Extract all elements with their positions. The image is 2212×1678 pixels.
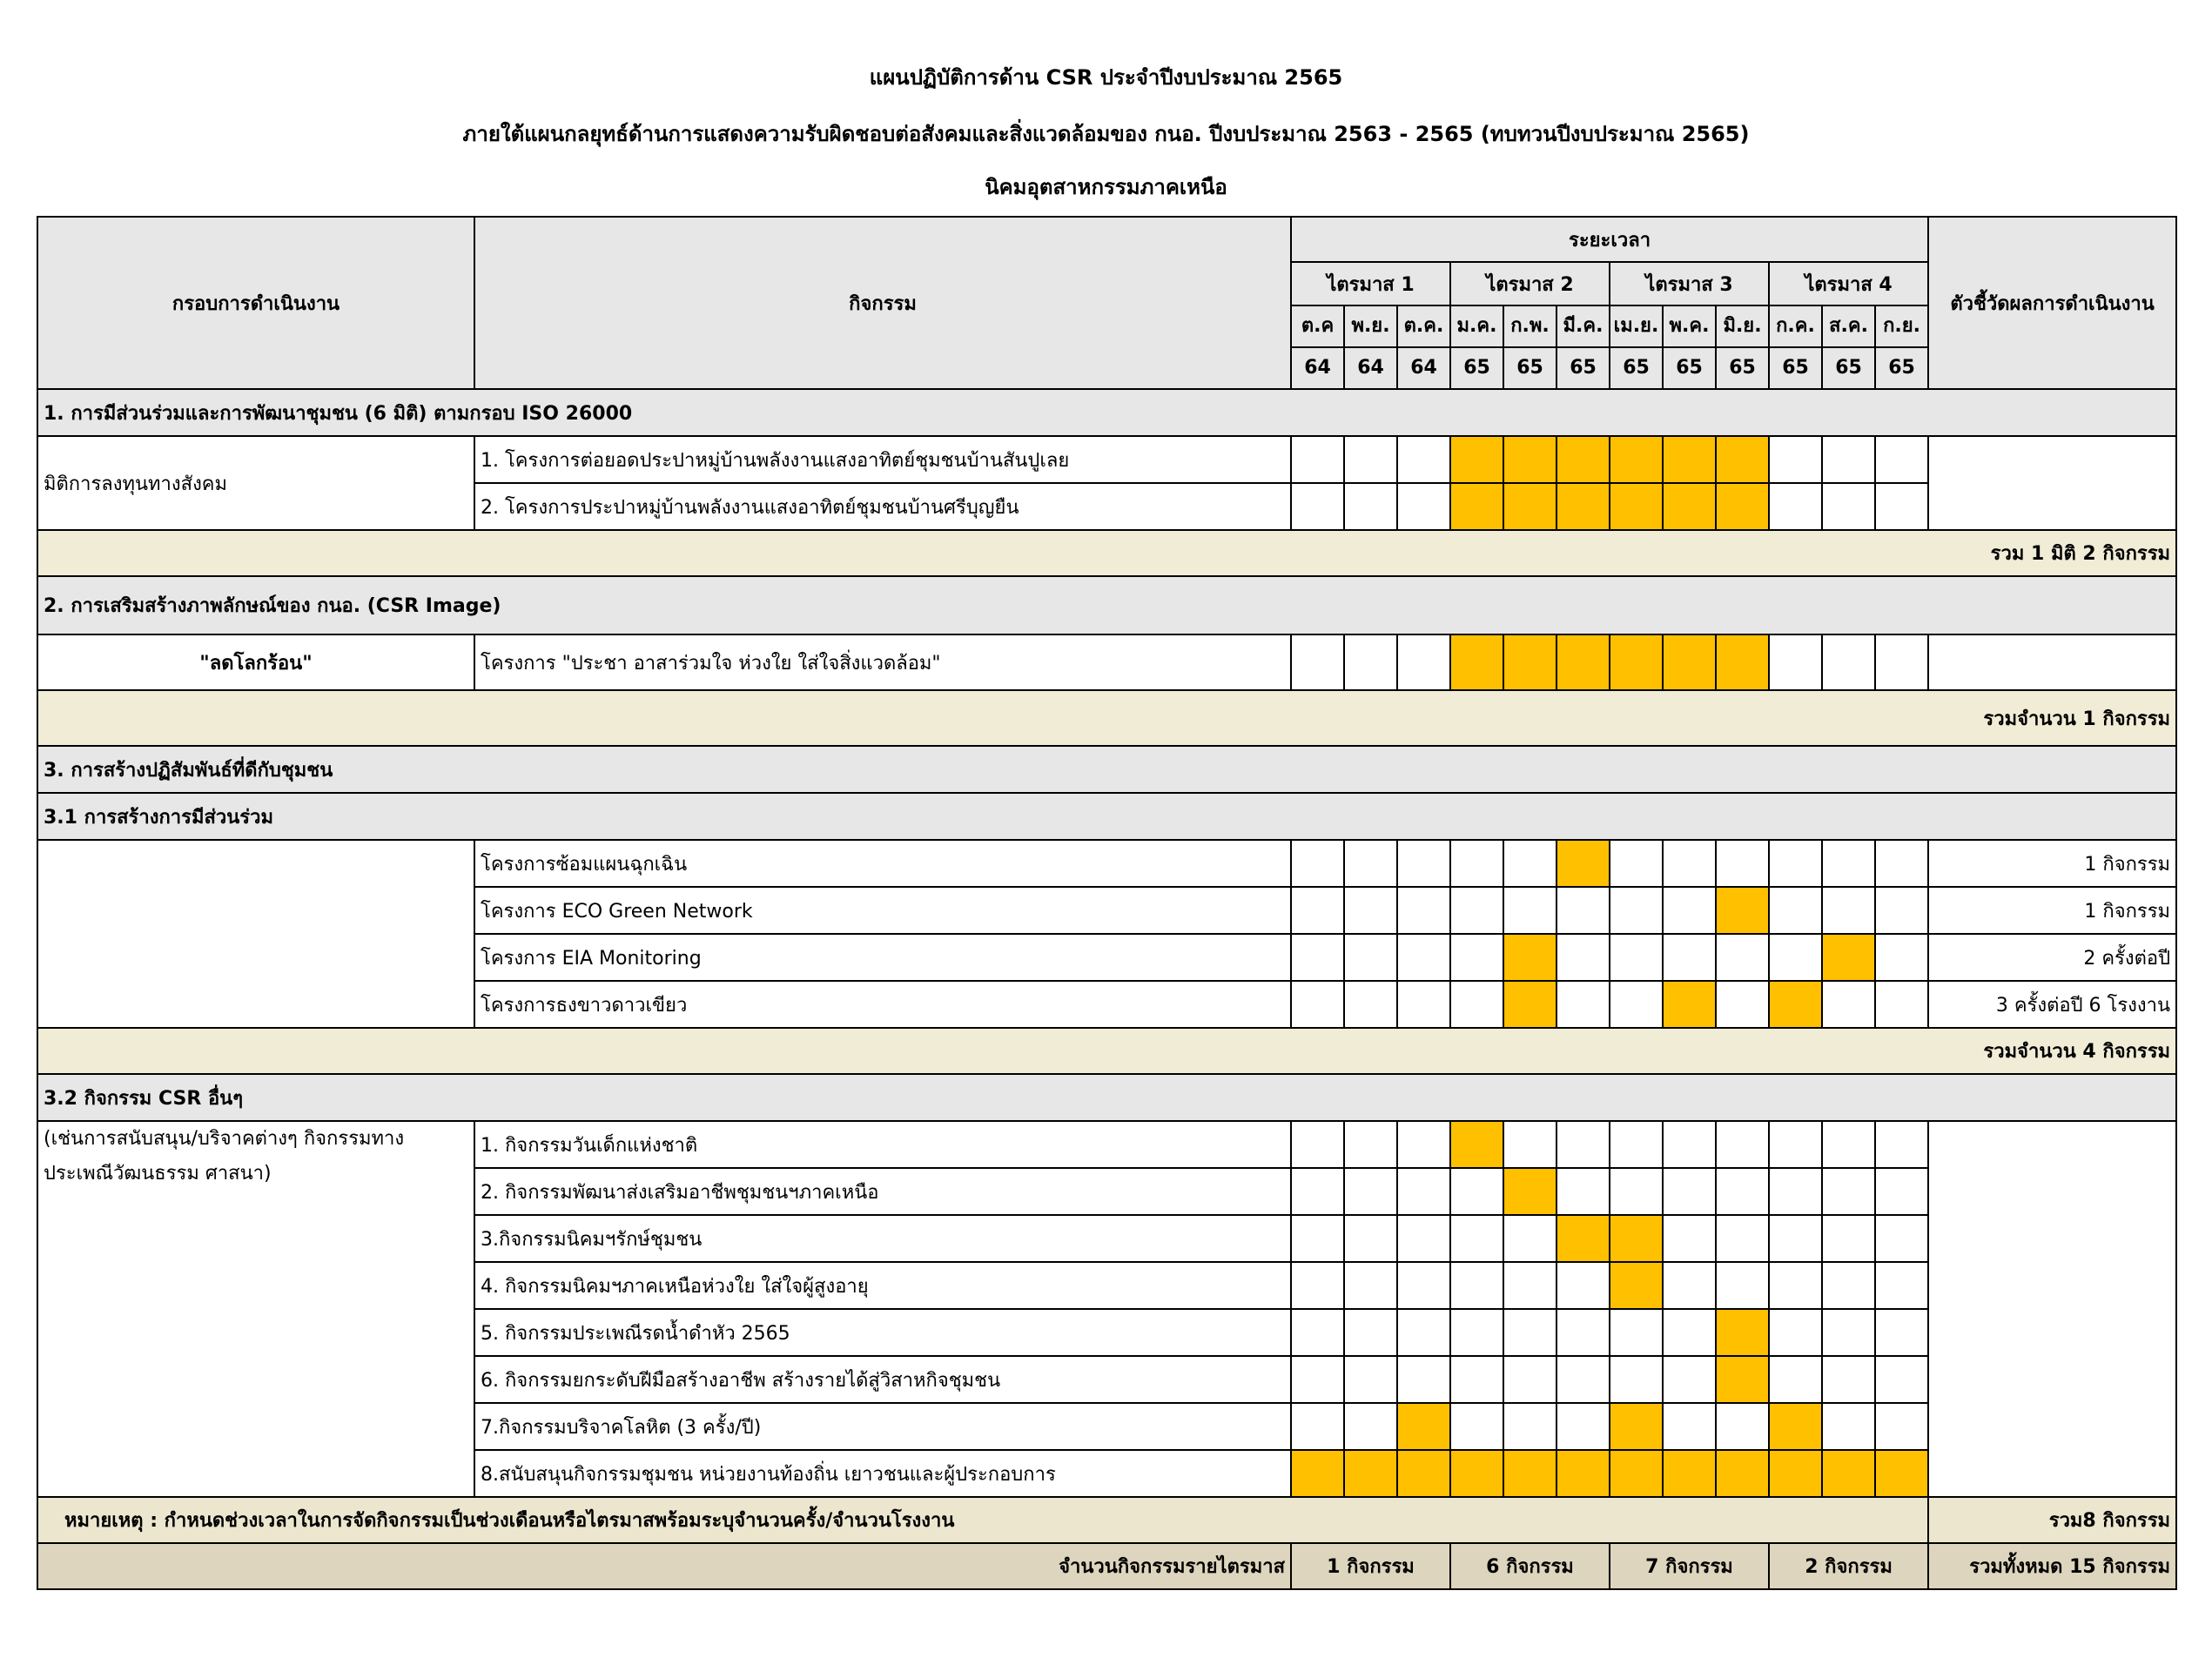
timeline-cell-active [1769, 981, 1822, 1028]
timeline-cell [1663, 1356, 1716, 1403]
timeline-cell-active [1556, 1450, 1610, 1497]
framework-cell: (เช่นการสนับสนุน/บริจาคต่างๆ กิจกรรมทาง ประเพณีวัฒนธรรม ศาสนา) [37, 1121, 474, 1497]
timeline-cell [1716, 1215, 1769, 1262]
timeline-cell [1291, 981, 1344, 1028]
timeline-cell [1875, 981, 1928, 1028]
timeline-cell [1291, 634, 1344, 690]
timeline-cell [1397, 1356, 1450, 1403]
activity-cell: โครงการ "ประชา อาสาร่วมใจ ห่วงใย ใส่ใจสิ่งแวดล้อม" [474, 634, 1291, 690]
timeline-cell [1450, 934, 1503, 981]
timeline-cell [1663, 1403, 1716, 1450]
timeline-cell [1291, 1215, 1344, 1262]
timeline-cell [1875, 1309, 1928, 1356]
timeline-cell-active [1450, 436, 1503, 483]
header-month: มิ.ย. [1716, 305, 1769, 347]
timeline-cell [1716, 981, 1769, 1028]
timeline-cell-active [1716, 1450, 1769, 1497]
timeline-cell [1503, 1309, 1556, 1356]
timeline-cell-active [1716, 634, 1769, 690]
timeline-cell-active [1663, 436, 1716, 483]
timeline-cell [1556, 887, 1610, 934]
timeline-cell [1822, 1262, 1875, 1309]
timeline-cell [1610, 1356, 1663, 1403]
activity-cell: 4. กิจกรรมนิคมฯภาคเหนือห่วงใย ใส่ใจผู้สูงอายุ [474, 1262, 1291, 1309]
timeline-cell [1716, 934, 1769, 981]
timeline-cell [1291, 1309, 1344, 1356]
timeline-cell-active [1716, 1356, 1769, 1403]
timeline-cell [1344, 483, 1397, 530]
framework-cell: "ลดโลกร้อน" [37, 634, 474, 690]
header-year: 65 [1663, 347, 1716, 389]
timeline-cell [1344, 887, 1397, 934]
timeline-cell [1610, 934, 1663, 981]
timeline-cell [1822, 436, 1875, 483]
document-title: แผนปฏิบัติการด้าน CSR ประจำปีงบประมาณ 2565 [869, 65, 1343, 90]
timeline-cell [1291, 1121, 1344, 1168]
timeline-cell-active [1556, 634, 1610, 690]
timeline-cell [1663, 934, 1716, 981]
section-1-heading: 1. การมีส่วนร่วมและการพัฒนาชุมชน (6 มิติ) ตามกรอบ ISO 26000 [37, 389, 2176, 436]
header-month: ส.ค. [1822, 305, 1875, 347]
header-month: ก.พ. [1503, 305, 1556, 347]
timeline-cell [1556, 1262, 1610, 1309]
header-year: 65 [1503, 347, 1556, 389]
timeline-cell [1397, 1215, 1450, 1262]
timeline-cell [1344, 840, 1397, 887]
timeline-cell [1503, 840, 1556, 887]
timeline-cell [1344, 1168, 1397, 1215]
timeline-cell-active [1503, 483, 1556, 530]
timeline-cell [1663, 1262, 1716, 1309]
section-3-2-heading: 3.2 กิจกรรม CSR อื่นๆ [37, 1074, 2176, 1121]
timeline-cell [1397, 1121, 1450, 1168]
timeline-cell [1450, 1215, 1503, 1262]
timeline-cell [1769, 1121, 1822, 1168]
timeline-cell-active [1610, 1215, 1663, 1262]
header-framework: กรอบการดำเนินงาน [37, 217, 474, 389]
timeline-cell [1344, 1403, 1397, 1450]
timeline-cell-active [1503, 1450, 1556, 1497]
timeline-cell [1822, 1309, 1875, 1356]
timeline-cell [1610, 1121, 1663, 1168]
timeline-cell [1663, 887, 1716, 934]
timeline-cell [1822, 1215, 1875, 1262]
timeline-cell [1344, 1121, 1397, 1168]
timeline-cell-active [1397, 1450, 1450, 1497]
header-year: 64 [1344, 347, 1397, 389]
activity-cell: โครงการธงขาวดาวเขียว [474, 981, 1291, 1028]
timeline-cell-active [1556, 483, 1610, 530]
timeline-cell [1503, 1121, 1556, 1168]
csr-plan-table [37, 216, 2177, 1590]
quarter-count-label: จำนวนกิจกรรมรายไตรมาส [37, 1543, 1291, 1589]
timeline-cell [1450, 1403, 1503, 1450]
timeline-cell [1610, 1309, 1663, 1356]
timeline-cell-active [1556, 840, 1610, 887]
timeline-cell [1716, 1168, 1769, 1215]
section-3-1-total: รวมจำนวน 4 กิจกรรม [37, 1028, 2176, 1074]
section-3-2-total: รวม8 กิจกรรม [1928, 1497, 2176, 1543]
timeline-cell [1875, 483, 1928, 530]
timeline-cell [1503, 887, 1556, 934]
header-month: ต.ค [1291, 305, 1344, 347]
timeline-cell-active [1503, 981, 1556, 1028]
timeline-cell [1875, 1121, 1928, 1168]
indicator-cell: 1 กิจกรรม [1928, 840, 2176, 887]
header-month: ม.ค. [1450, 305, 1503, 347]
timeline-cell [1556, 1309, 1610, 1356]
activity-cell: 8.สนับสนุนกิจกรรมชุมชน หน่วยงานท้องถิ่น เยาวชนและผู้ประกอบการ [474, 1450, 1291, 1497]
timeline-cell [1450, 840, 1503, 887]
timeline-cell [1291, 1262, 1344, 1309]
header-month: มี.ค. [1556, 305, 1610, 347]
header-quarter-2: ไตรมาส 2 [1450, 262, 1610, 305]
timeline-cell [1503, 1215, 1556, 1262]
header-activity: กิจกรรม [474, 217, 1291, 389]
timeline-cell [1344, 1356, 1397, 1403]
timeline-cell [1503, 1403, 1556, 1450]
timeline-cell-active [1503, 934, 1556, 981]
timeline-cell [1716, 1262, 1769, 1309]
header-month: พ.ค. [1663, 305, 1716, 347]
timeline-cell [1610, 1168, 1663, 1215]
timeline-cell [1397, 1262, 1450, 1309]
timeline-cell [1822, 1356, 1875, 1403]
header-year: 65 [1450, 347, 1503, 389]
indicator-cell: 2 ครั้งต่อปี [1928, 934, 2176, 981]
timeline-cell [1716, 1403, 1769, 1450]
timeline-cell [1769, 436, 1822, 483]
timeline-cell-active [1450, 634, 1503, 690]
timeline-cell [1822, 840, 1875, 887]
header-year: 65 [1610, 347, 1663, 389]
timeline-cell [1397, 1168, 1450, 1215]
organization-name: นิคมอุตสาหกรรมภาคเหนือ [985, 175, 1227, 199]
timeline-cell [1397, 840, 1450, 887]
timeline-cell [1450, 1356, 1503, 1403]
timeline-cell-active [1716, 1309, 1769, 1356]
timeline-cell-active [1822, 934, 1875, 981]
timeline-cell-active [1503, 436, 1556, 483]
timeline-cell [1875, 1168, 1928, 1215]
timeline-cell [1291, 1403, 1344, 1450]
section-1-total: รวม 1 มิติ 2 กิจกรรม [37, 530, 2176, 576]
timeline-cell [1769, 1262, 1822, 1309]
timeline-cell [1397, 934, 1450, 981]
section-2-heading: 2. การเสริมสร้างภาพลักษณ์ของ กนอ. (CSR Image) [37, 576, 2176, 634]
timeline-cell [1822, 1121, 1875, 1168]
timeline-cell [1610, 887, 1663, 934]
activity-cell: 3.กิจกรรมนิคมฯรักษ์ชุมชน [474, 1215, 1291, 1262]
timeline-cell-active [1450, 1450, 1503, 1497]
quarter-1-count: 1 กิจกรรม [1291, 1543, 1450, 1589]
timeline-cell [1344, 1215, 1397, 1262]
header-quarter-4: ไตรมาส 4 [1769, 262, 1928, 305]
timeline-cell [1450, 1262, 1503, 1309]
timeline-cell [1875, 1356, 1928, 1403]
indicator-cell: 3 ครั้งต่อปี 6 โรงงาน [1928, 981, 2176, 1028]
activity-cell: 5. กิจกรรมประเพณีรดน้ำดำหัว 2565 [474, 1309, 1291, 1356]
timeline-cell [1450, 1168, 1503, 1215]
timeline-cell-active [1716, 436, 1769, 483]
timeline-cell [1503, 1356, 1556, 1403]
timeline-cell-active [1344, 1450, 1397, 1497]
header-year: 65 [1875, 347, 1928, 389]
timeline-cell [1769, 1168, 1822, 1215]
header-month: ก.ย. [1875, 305, 1928, 347]
section-3-1-heading: 3.1 การสร้างการมีส่วนร่วม [37, 793, 2176, 840]
header-quarter-1: ไตรมาส 1 [1291, 262, 1450, 305]
timeline-cell [1875, 934, 1928, 981]
timeline-cell [1344, 634, 1397, 690]
activity-cell: โครงการ EIA Monitoring [474, 934, 1291, 981]
activity-cell: 6. กิจกรรมยกระดับฝีมือสร้างอาชีพ สร้างรายได้สู่วิสาหกิจชุมชน [474, 1356, 1291, 1403]
timeline-cell-active [1556, 1215, 1610, 1262]
header-year: 65 [1716, 347, 1769, 389]
timeline-cell [1291, 887, 1344, 934]
header-year: 65 [1556, 347, 1610, 389]
document-subtitle: ภายใต้แผนกลยุทธ์ด้านการแสดงความรับผิดชอบต่อสังคมและสิ่งแวดล้อมของ กนอ. ปีงบประมาณ 2563 - 2565 (ทบทวนปีงบประมาณ 2565) [462, 122, 1750, 146]
header-quarter-3: ไตรมาส 3 [1610, 262, 1769, 305]
timeline-cell [1610, 840, 1663, 887]
timeline-cell [1663, 1215, 1716, 1262]
timeline-cell-active [1610, 436, 1663, 483]
timeline-cell [1822, 634, 1875, 690]
timeline-cell-active [1291, 1450, 1344, 1497]
timeline-cell [1450, 887, 1503, 934]
timeline-cell-active [1610, 1403, 1663, 1450]
indicator-cell [1928, 436, 2176, 530]
header-month: พ.ย. [1344, 305, 1397, 347]
timeline-cell [1397, 887, 1450, 934]
timeline-cell [1556, 1356, 1610, 1403]
timeline-cell-active [1822, 1450, 1875, 1497]
activity-cell: 1. กิจกรรมวันเด็กแห่งชาติ [474, 1121, 1291, 1168]
timeline-cell [1769, 1356, 1822, 1403]
timeline-cell [1875, 887, 1928, 934]
timeline-cell [1663, 1121, 1716, 1168]
timeline-cell [1397, 1309, 1450, 1356]
timeline-cell-active [1503, 634, 1556, 690]
timeline-cell-active [1875, 1450, 1928, 1497]
timeline-cell [1291, 840, 1344, 887]
timeline-cell [1769, 1309, 1822, 1356]
timeline-cell-active [1716, 483, 1769, 530]
header-month: ต.ค. [1397, 305, 1450, 347]
activity-cell: 2. กิจกรรมพัฒนาส่งเสริมอาชีพชุมชนฯภาคเหนือ [474, 1168, 1291, 1215]
timeline-cell [1344, 981, 1397, 1028]
timeline-cell [1291, 934, 1344, 981]
timeline-cell-active [1663, 634, 1716, 690]
timeline-cell [1822, 1168, 1875, 1215]
timeline-cell [1875, 1215, 1928, 1262]
timeline-cell [1769, 483, 1822, 530]
timeline-cell [1822, 981, 1875, 1028]
timeline-cell [1663, 1168, 1716, 1215]
activity-cell: 2. โครงการประปาหมู่บ้านพลังงานแสงอาทิตย์ชุมชนบ้านศรีบุญยืน [474, 483, 1291, 530]
quarter-3-count: 7 กิจกรรม [1610, 1543, 1769, 1589]
timeline-cell-active [1769, 1450, 1822, 1497]
timeline-cell [1291, 483, 1344, 530]
timeline-cell-active [1610, 483, 1663, 530]
quarter-4-count: 2 กิจกรรม [1769, 1543, 1928, 1589]
timeline-cell [1822, 1403, 1875, 1450]
timeline-cell-active [1769, 1403, 1822, 1450]
header-year: 65 [1822, 347, 1875, 389]
timeline-cell-active [1663, 483, 1716, 530]
timeline-cell-active [1503, 1168, 1556, 1215]
timeline-cell [1556, 1168, 1610, 1215]
timeline-cell-active [1397, 1403, 1450, 1450]
timeline-cell [1875, 436, 1928, 483]
section-3-heading: 3. การสร้างปฏิสัมพันธ์ที่ดีกับชุมชน [37, 746, 2176, 793]
header-year: 64 [1291, 347, 1344, 389]
timeline-cell-active [1663, 981, 1716, 1028]
timeline-cell [1716, 840, 1769, 887]
timeline-cell [1769, 634, 1822, 690]
timeline-cell [1875, 1262, 1928, 1309]
section-2-total: รวมจำนวน 1 กิจกรรม [37, 690, 2176, 746]
timeline-cell [1556, 1121, 1610, 1168]
timeline-cell [1610, 981, 1663, 1028]
timeline-cell [1875, 840, 1928, 887]
indicator-cell: 1 กิจกรรม [1928, 887, 2176, 934]
timeline-cell-active [1716, 887, 1769, 934]
timeline-cell [1822, 887, 1875, 934]
activity-cell: 1. โครงการต่อยอดประปาหมู่บ้านพลังงานแสงอาทิตย์ชุมชนบ้านสันปูเลย [474, 436, 1291, 483]
timeline-cell [1450, 981, 1503, 1028]
timeline-cell [1716, 1121, 1769, 1168]
activity-cell: โครงการซ้อมแผนฉุกเฉิน [474, 840, 1291, 887]
timeline-cell [1769, 1215, 1822, 1262]
quarter-2-count: 6 กิจกรรม [1450, 1543, 1610, 1589]
timeline-cell [1663, 840, 1716, 887]
header-year: 64 [1397, 347, 1450, 389]
timeline-cell [1875, 634, 1928, 690]
timeline-cell [1397, 436, 1450, 483]
header-month: เม.ย. [1610, 305, 1663, 347]
indicator-cell-empty [1928, 1121, 2176, 1497]
timeline-cell [1397, 981, 1450, 1028]
timeline-cell [1875, 1403, 1928, 1450]
timeline-cell-active [1556, 436, 1610, 483]
grand-total: รวมทั้งหมด 15 กิจกรรม [1928, 1543, 2176, 1589]
timeline-cell-active [1450, 1121, 1503, 1168]
timeline-cell [1291, 1356, 1344, 1403]
timeline-cell [1556, 934, 1610, 981]
timeline-cell [1663, 1309, 1716, 1356]
header-indicator: ตัวชี้วัดผลการดำเนินงาน [1928, 217, 2176, 389]
timeline-cell [1556, 981, 1610, 1028]
header-period: ระยะเวลา [1291, 217, 1928, 262]
timeline-cell [1291, 436, 1344, 483]
timeline-cell [1769, 887, 1822, 934]
timeline-cell-active [1663, 1450, 1716, 1497]
footnote: หมายเหตุ : กำหนดช่วงเวลาในการจัดกิจกรรมเป็นช่วงเดือนหรือไตรมาสพร้อมระบุจำนวนครั้ง/จำนวนโรงงาน [37, 1497, 1928, 1543]
timeline-cell [1503, 1262, 1556, 1309]
timeline-cell [1769, 934, 1822, 981]
timeline-cell [1344, 1309, 1397, 1356]
timeline-cell [1556, 1403, 1610, 1450]
timeline-cell [1822, 483, 1875, 530]
activity-cell: โครงการ ECO Green Network [474, 887, 1291, 934]
header-year: 65 [1769, 347, 1822, 389]
timeline-cell [1344, 436, 1397, 483]
timeline-cell-active [1610, 634, 1663, 690]
framework-cell: มิติการลงทุนทางสังคม [37, 436, 474, 530]
timeline-cell [1397, 483, 1450, 530]
timeline-cell-active [1610, 1262, 1663, 1309]
timeline-cell [1344, 934, 1397, 981]
indicator-cell [1928, 634, 2176, 690]
timeline-cell-active [1610, 1450, 1663, 1497]
timeline-cell [1397, 634, 1450, 690]
header-month: ก.ค. [1769, 305, 1822, 347]
timeline-cell [1450, 1309, 1503, 1356]
timeline-cell [1291, 1168, 1344, 1215]
timeline-cell [1344, 1262, 1397, 1309]
timeline-cell-active [1450, 483, 1503, 530]
timeline-cell [1769, 840, 1822, 887]
framework-cell-empty [37, 840, 474, 1028]
activity-cell: 7.กิจกรรมบริจาคโลหิต (3 ครั้ง/ปี) [474, 1403, 1291, 1450]
